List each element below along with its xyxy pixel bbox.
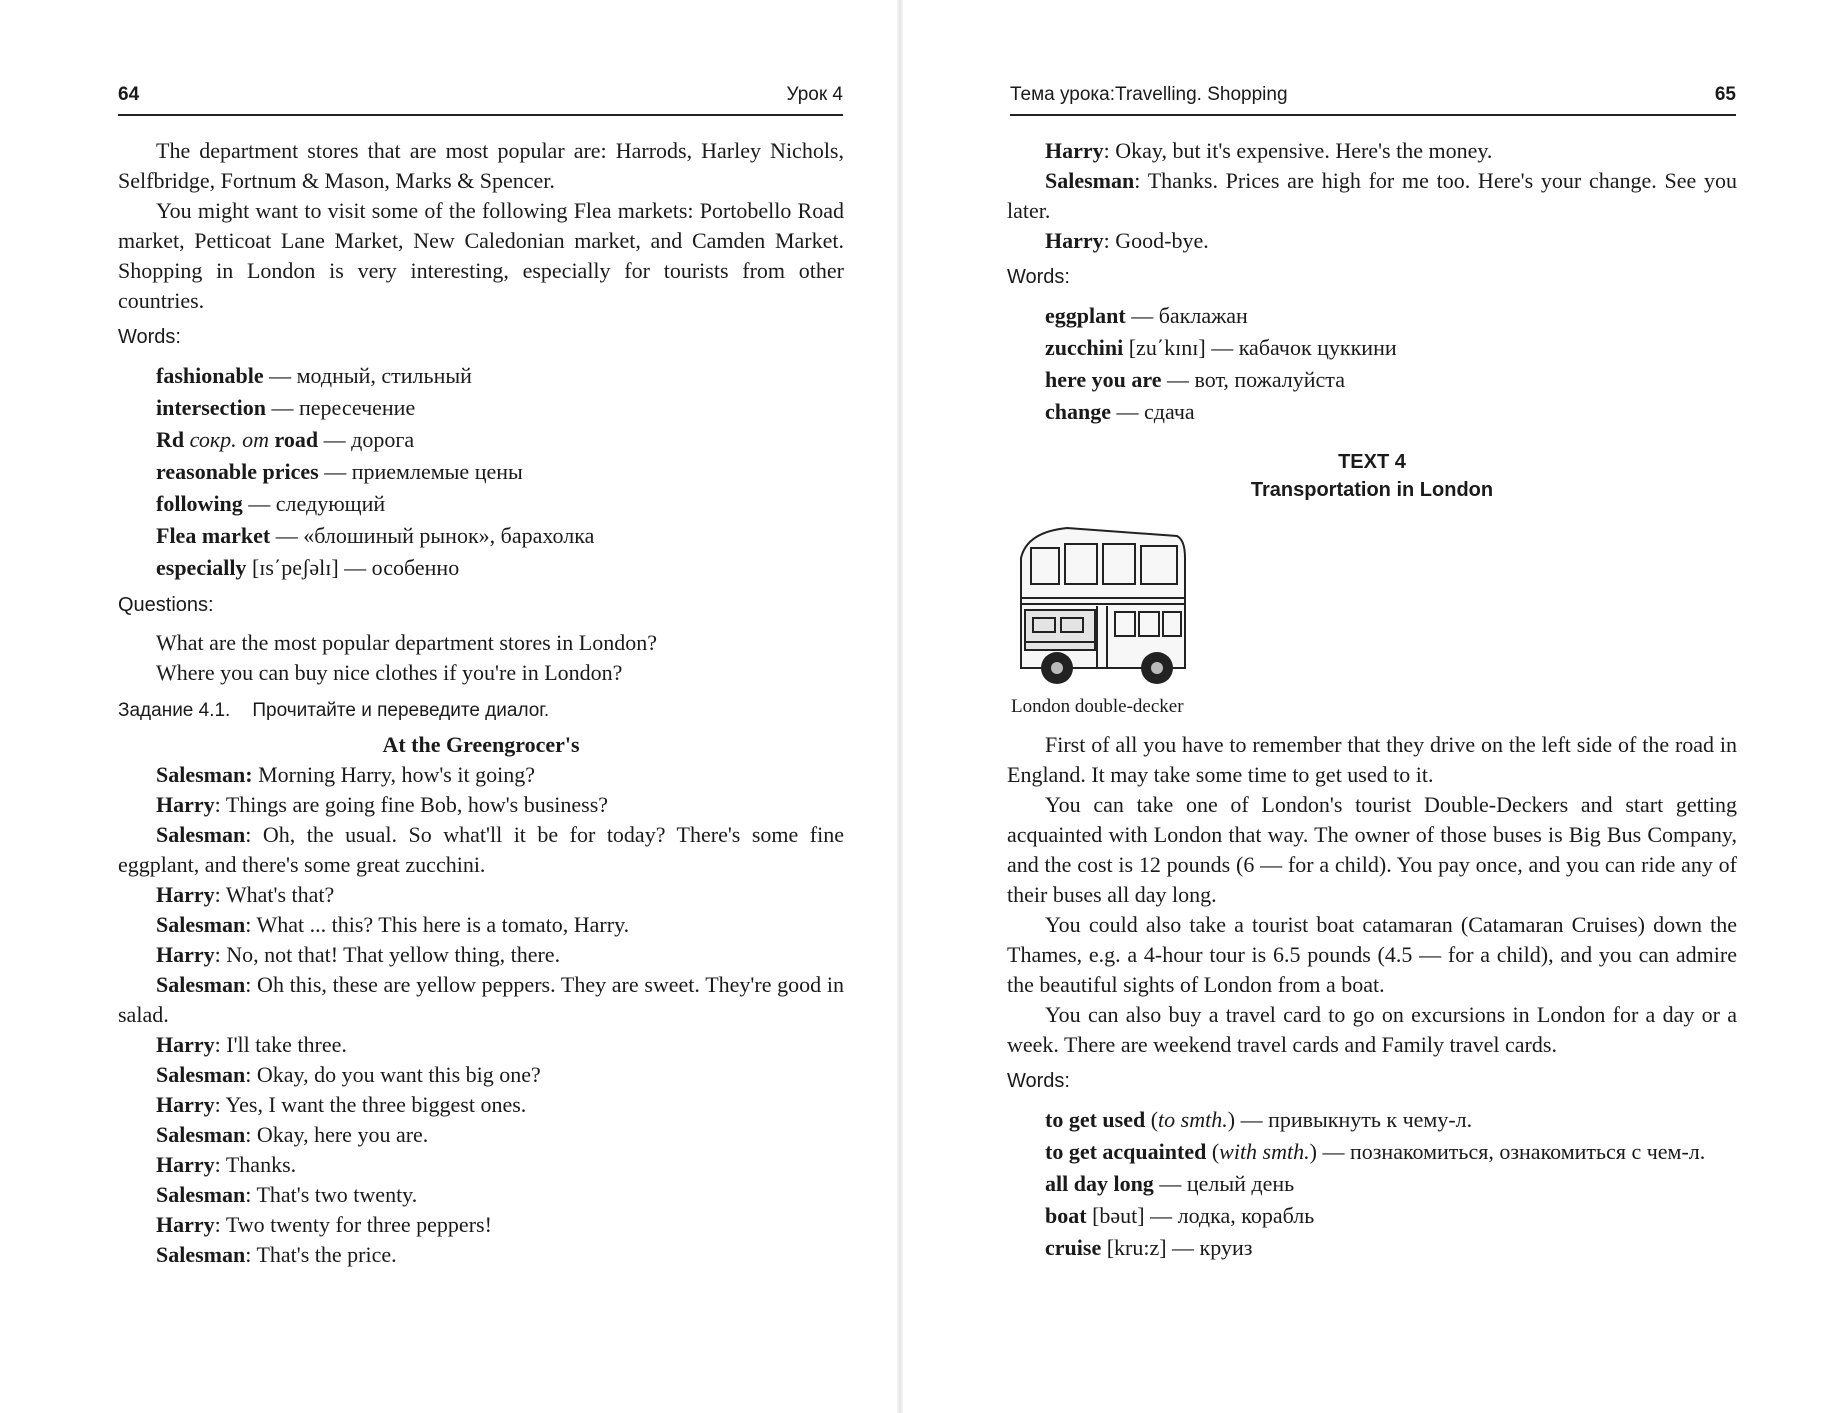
dialog-line: Salesman: Morning Harry, how's it going? xyxy=(156,762,535,787)
left-page xyxy=(0,0,900,1413)
text-title: Transportation in London xyxy=(1250,479,1494,501)
word-entry: to get used (to smth.) — привыкнуть к чему-л. xyxy=(1045,1107,1473,1132)
paragraph: You might want to visit some of the following Flea markets: Portobello Road market, Petticoat Lane Market, New Caledonian market, and Camden Market. Shopping in London is very interesting, especially for tourists from other countries. xyxy=(118,198,844,313)
dialog-line: Harry: Yes, I want the three biggest ones. xyxy=(156,1092,527,1117)
paragraph: First of all you have to remember that they drive on the left side of the road in England. It may take some time to get used to it. xyxy=(1007,732,1737,787)
dialog-line: Harry: Things are going fine Bob, how's business? xyxy=(156,792,609,817)
question: Where you can buy nice clothes if you're in London? xyxy=(156,660,623,685)
paragraph: You can also buy a travel card to go on excursions in London for a day or a week. There are weekend travel cards and Family travel cards. xyxy=(1007,1002,1737,1057)
word-entry: boat [bəut] — лодка, корабль xyxy=(1045,1203,1315,1228)
text-heading: TEXT 4 xyxy=(1338,451,1406,473)
word-entry: cruise [kru:z] — круиз xyxy=(1045,1235,1253,1260)
word-list xyxy=(118,360,844,584)
dialog-line: Salesman: Oh this, these are yellow peppers. They are sweet. They're good in salad. xyxy=(118,972,844,1027)
dialog-line: Harry: Good-bye. xyxy=(1045,228,1209,253)
word-entry: all day long — целый день xyxy=(1045,1171,1295,1196)
page-number: 65 xyxy=(1714,84,1736,105)
paragraph: The department stores that are most popular are: Harrods, Harley Nichols, Selfbridge, Fortnum & Mason, Marks & Spencer. xyxy=(118,138,844,193)
dialog-line: Harry: Two twenty for three peppers! xyxy=(156,1212,492,1237)
bus-illustration xyxy=(1007,518,1737,688)
left-page-content xyxy=(118,136,844,1270)
left-page-header xyxy=(118,82,843,116)
word-entry: especially [ɪs΄peʃəlɪ] — особенно xyxy=(156,555,460,580)
dialog-line: Harry: I'll take three. xyxy=(156,1032,347,1057)
paragraph: You can take one of London's tourist Double-Deckers and start getting acquainted with London that way. The owner of those buses is Big Bus Company, and the cost is 12 pounds (6 — for a child). You pay once, and you can ride any of their buses all day long. xyxy=(1007,792,1737,907)
paragraph: You could also take a tourist boat catamaran (Catamaran Cruises) down the Thames, e.g. a 4-hour tour is 6.5 pounds (4.5 — for a child), and you can admire the beautiful sights of London from a boat. xyxy=(1007,912,1737,997)
running-title: Тема урока:Travelling. Shopping xyxy=(1010,84,1288,105)
question: What are the most popular department stores in London? xyxy=(156,630,657,655)
dialog-line: Harry: Okay, but it's expensive. Here's the money. xyxy=(1045,138,1493,163)
word-entry: to get acquainted (with smth.) — познакомиться, ознакомиться с чем-л. xyxy=(1045,1139,1706,1164)
dialog-line: Harry: No, not that! That yellow thing, there. xyxy=(156,942,561,967)
word-entry: zucchini [zu΄kɪnɪ] — кабачок цуккини xyxy=(1045,335,1397,360)
image-caption: London double-decker xyxy=(1011,696,1184,717)
word-entry: fashionable — модный, стильный xyxy=(156,363,472,388)
questions-heading: Questions: xyxy=(118,594,214,616)
dialog-line: Salesman: Oh, the usual. So what'll it be for today? There's some fine eggplant, and there's some great zucchini. xyxy=(118,822,844,877)
words-heading: Words: xyxy=(1007,266,1070,288)
page-number: 64 xyxy=(118,84,140,105)
task-number: Задание 4.1. xyxy=(118,700,231,721)
dialog-line: Salesman: Thanks. Prices are high for me too. Here's your change. See you later. xyxy=(1007,168,1737,223)
word-entry: reasonable prices — приемлемые цены xyxy=(156,459,523,484)
dialog-line: Salesman: What ... this? This here is a tomato, Harry. xyxy=(156,912,630,937)
word-list xyxy=(1007,1104,1737,1264)
double-decker-bus-icon xyxy=(1007,518,1207,688)
words-heading: Words: xyxy=(1007,1070,1070,1092)
words-heading: Words: xyxy=(118,326,181,348)
dialog-line: Salesman: Okay, here you are. xyxy=(156,1122,429,1147)
word-entry: Flea market — «блошиный рынок», барахолка xyxy=(156,523,595,548)
dialog-line: Harry: What's that? xyxy=(156,882,335,907)
word-entry: here you are — вот, пожалуйста xyxy=(1045,367,1345,392)
task-text: Прочитайте и переведите диалог. xyxy=(252,700,550,721)
dialog xyxy=(118,760,844,1270)
task-line xyxy=(118,696,844,726)
word-entry: Rd сокр. от road — дорога xyxy=(156,427,415,452)
running-title: Урок 4 xyxy=(786,84,843,105)
word-entry: following — следующий xyxy=(156,491,386,516)
word-entry: eggplant — баклажан xyxy=(1045,303,1248,328)
word-entry: change — сдача xyxy=(1045,399,1195,424)
dialog-line: Salesman: That's two twenty. xyxy=(156,1182,418,1207)
right-page-header xyxy=(1010,82,1736,116)
dialog-line: Harry: Thanks. xyxy=(156,1152,297,1177)
dialog-line: Salesman: Okay, do you want this big one? xyxy=(156,1062,541,1087)
right-page-content xyxy=(1007,136,1737,1264)
right-page xyxy=(900,0,1839,1413)
word-list xyxy=(1007,300,1737,428)
dialog-line: Salesman: That's the price. xyxy=(156,1242,397,1267)
dialog-title: At the Greengrocer's xyxy=(382,732,580,757)
word-entry: intersection — пересечение xyxy=(156,395,416,420)
